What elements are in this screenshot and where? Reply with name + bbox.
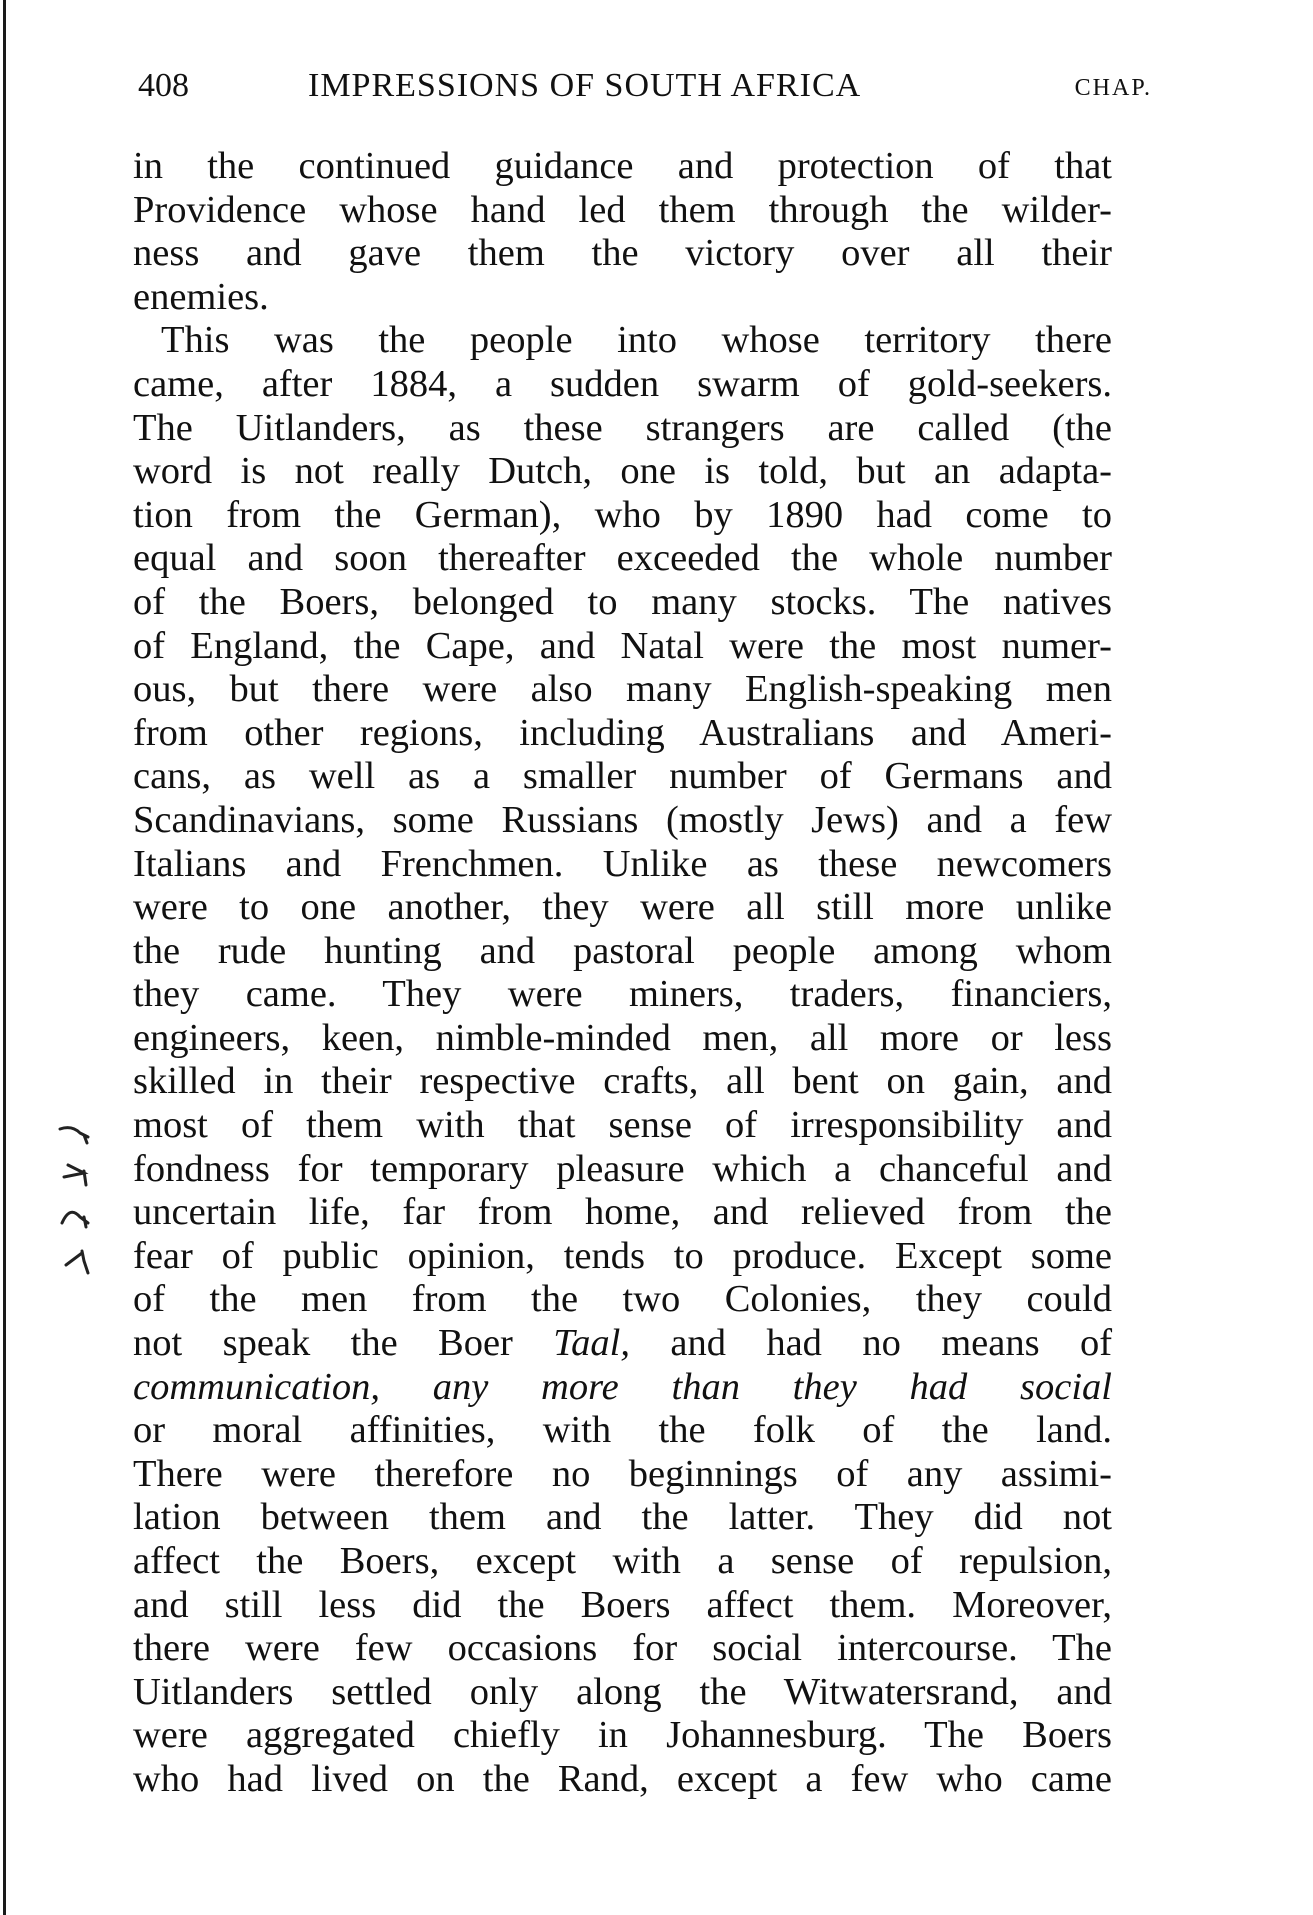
text-line: Providence whose hand led them through the wilder-	[133, 188, 1112, 231]
text-line: there were few occasions for social intercourse. The	[133, 1627, 1112, 1670]
text-line: word is not really Dutch, one is told, but an adapta-	[133, 450, 1112, 493]
text-line: Uitlanders settled only along the Witwatersrand, and	[133, 1670, 1112, 1713]
text-line: the rude hunting and pastoral people among whom	[133, 929, 1112, 972]
pencil-tick-mark	[54, 1155, 114, 1195]
text-line: who had lived on the Rand, except a few who came	[133, 1757, 1112, 1800]
text-segment: not speak the Boer	[133, 1322, 513, 1365]
binding-edge	[3, 0, 6, 1915]
text-line	[133, 1366, 1112, 1410]
book-title: IMPRESSIONS OF SOUTH AFRICA	[308, 67, 862, 104]
text-line-with-italic	[133, 1322, 1112, 1366]
text-line: ness and gave them the victory over all their	[133, 232, 1112, 275]
text-line: or moral affinities, with the folk of the land.	[133, 1409, 1112, 1452]
text-line: enemies.	[133, 275, 269, 318]
text-line: were aggregated chiefly in Johannesburg. The Boers	[133, 1714, 1112, 1757]
margin-annotation-marks	[54, 1113, 124, 1293]
text-segment: and had no means of	[670, 1322, 1113, 1365]
text-line: lation between them and the latter. They did not	[133, 1496, 1112, 1539]
text-line: skilled in their respective crafts, all bent on gain, and	[133, 1060, 1112, 1103]
text-line: cans, as well as a smaller number of Germans and	[133, 755, 1112, 798]
text-line: fear of public opinion, tends to produce. Except some	[133, 1234, 1112, 1277]
text-line: from other regions, including Australians and Ameri-	[133, 711, 1112, 754]
text-line: fondness for temporary pleasure which a chanceful and	[133, 1147, 1112, 1190]
paragraph-first-line: This was the people into whose territory there	[161, 319, 1112, 362]
text-line: Italians and Frenchmen. Unlike as these newcomers	[133, 842, 1112, 885]
italic-text: communication, any more than they had social	[133, 1365, 1112, 1408]
page-number: 408	[138, 67, 189, 104]
text-line: equal and soon thereafter exceeded the whole number	[133, 537, 1112, 580]
text-line: they came. They were miners, traders, financiers,	[133, 973, 1112, 1016]
text-line: Scandinavians, some Russians (mostly Jews) and a few	[133, 798, 1112, 841]
text-line: engineers, keen, nimble-minded men, all more or less	[133, 1016, 1112, 1059]
text-line: of the Boers, belonged to many stocks. The natives	[133, 580, 1112, 623]
text-line: in the continued guidance and protection of that	[133, 145, 1112, 187]
text-line: There were therefore no beginnings of any assimi-	[133, 1452, 1112, 1495]
running-head	[138, 62, 1152, 110]
chapter-label: CHAP.	[1074, 75, 1152, 101]
text-line: were to one another, they were all still more unlike	[133, 886, 1112, 929]
text-line: and still less did the Boers affect them. Moreover,	[133, 1583, 1112, 1626]
pencil-tick-mark	[54, 1113, 114, 1153]
text-line: ous, but there were also many English-speaking men	[133, 668, 1112, 711]
text-line: uncertain life, far from home, and relieved from the	[133, 1191, 1112, 1234]
pencil-tick-mark	[54, 1239, 114, 1279]
text-line: most of them with that sense of irresponsibility and	[133, 1104, 1112, 1147]
text-line: of England, the Cape, and Natal were the most numer-	[133, 624, 1112, 667]
body-text	[133, 145, 1112, 1802]
italic-word: Taal,	[553, 1322, 630, 1365]
pencil-tick-mark	[54, 1197, 114, 1237]
text-line: affect the Boers, except with a sense of repulsion,	[133, 1540, 1112, 1582]
text-line: The Uitlanders, as these strangers are called (the	[133, 406, 1112, 449]
text-line: came, after 1884, a sudden swarm of gold-seekers.	[133, 362, 1112, 405]
text-line: of the men from the two Colonies, they could	[133, 1278, 1112, 1321]
text-line: tion from the German), who by 1890 had come to	[133, 493, 1112, 536]
